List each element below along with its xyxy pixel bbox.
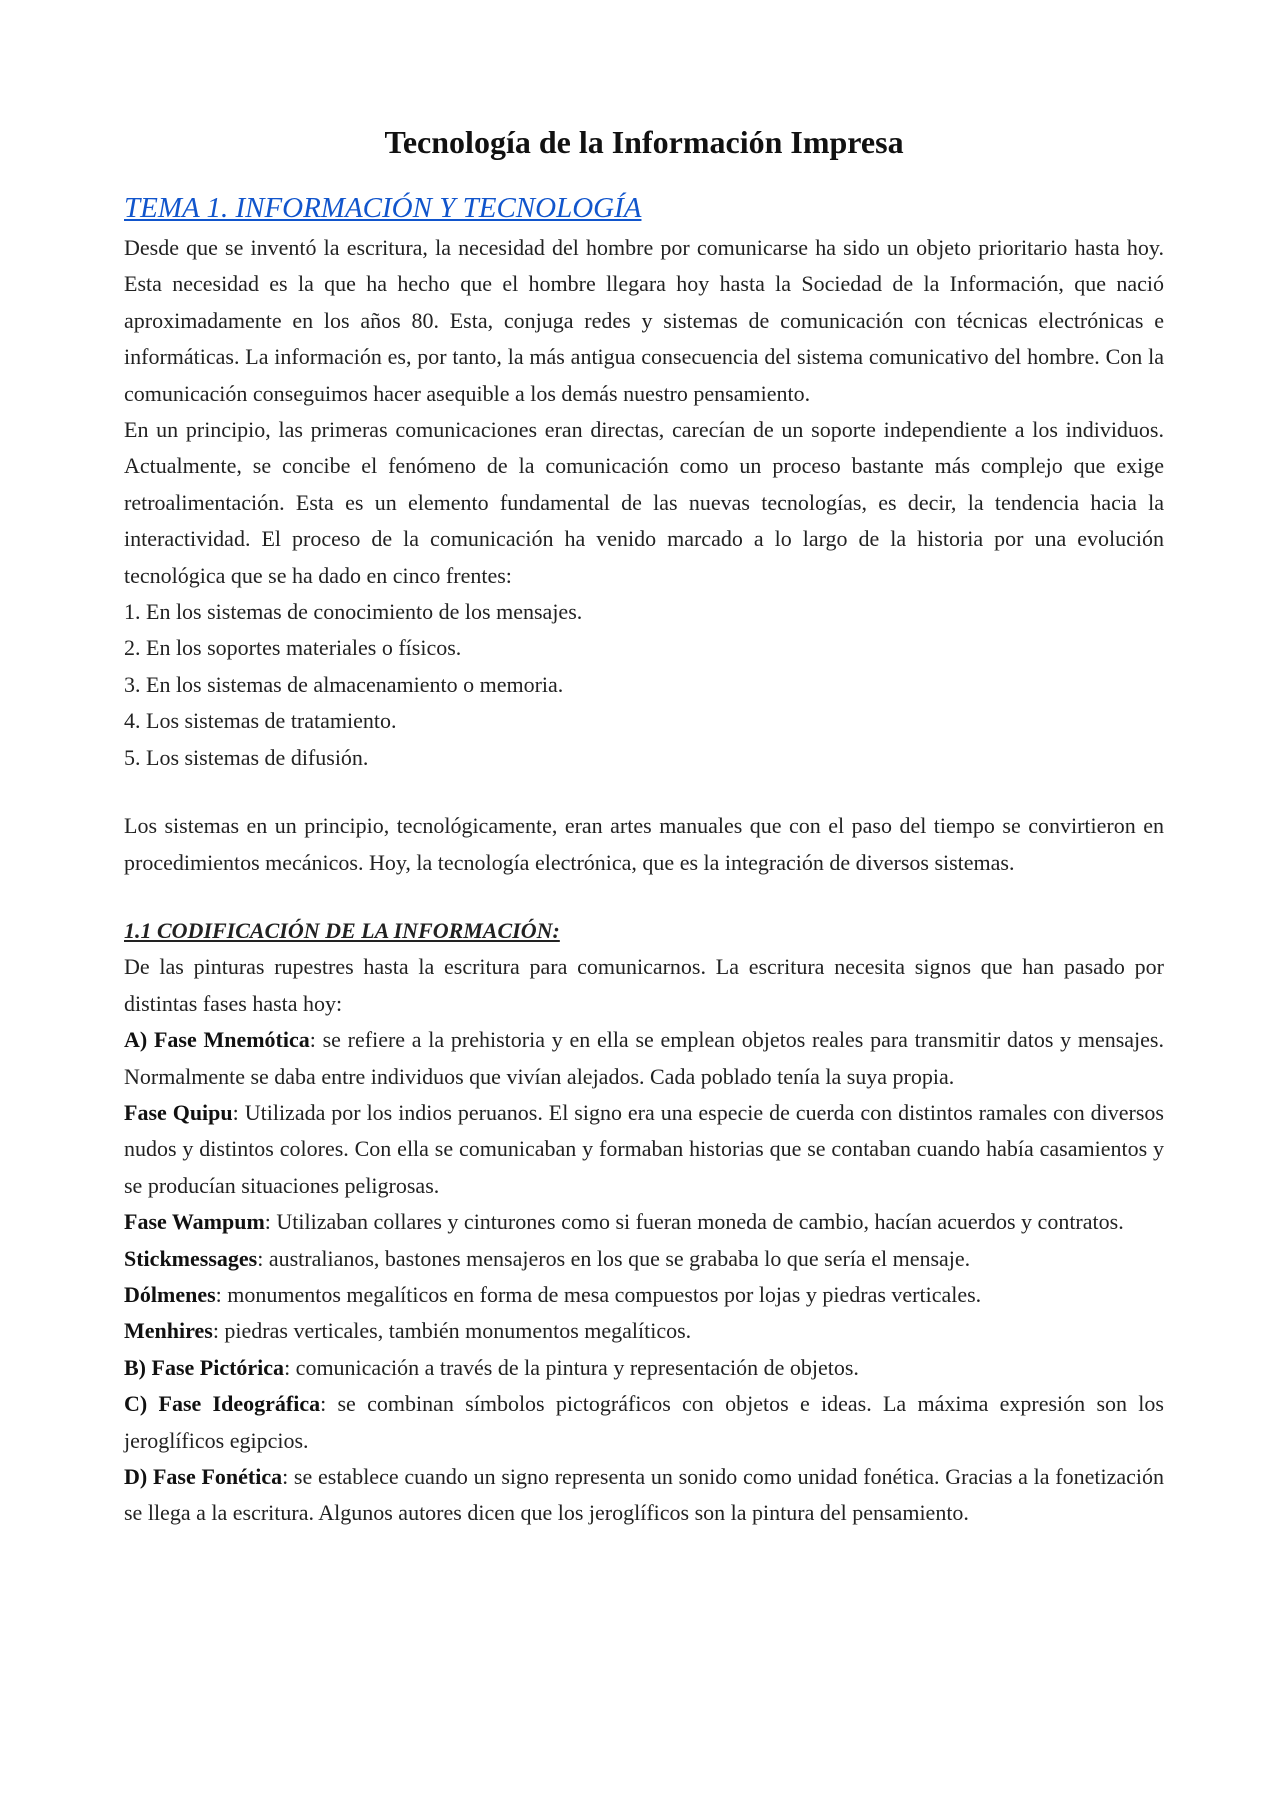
definition-text: : comunicación a través de la pintura y representación de objetos. [284,1354,859,1380]
definition-term: Menhires [124,1318,213,1344]
definition-item [124,1241,1164,1277]
blank-line [124,881,1164,913]
list-item: 3. En los sistemas de almacenamiento o memoria. [124,671,564,697]
definition-text: : se establece cuando un signo representa un sonido como unidad fonética. Gracias a la fonetización se llega a la escritura. Algunos autores dicen que los jeroglíficos son la pintura del pensamiento. [124,1464,1165,1526]
section-heading-link[interactable]: TEMA 1. INFORMACIÓN Y TECNOLOGÍA [124,192,642,224]
definition-item [124,1459,1164,1532]
definition-text: : se refiere a la prehistoria y en ella se emplean objetos reales para transmitir datos y mensajes. Normalmente se daba entre individuos que vivían alejados. Cada poblado tenía la suya propia. [124,1027,1164,1089]
definition-text: : monumentos megalíticos en forma de mesa compuestos por lojas y piedras verticales. [215,1281,982,1307]
definition-term: A) Fase Mnemótica [124,1027,310,1053]
document-title: Tecnología de la Información Impresa [384,124,904,160]
definition-item [124,1350,1164,1386]
list-item: 1. En los sistemas de conocimiento de los mensajes. [124,599,583,625]
document-page [124,118,1164,1532]
definition-item [124,1095,1164,1204]
paragraph: En un principio, las primeras comunicaciones eran directas, carecían de un soporte independiente a los individuos. Actualmente, se concibe el fenómeno de la comunicación como un proceso bastante más complejo que exige retroalimentación. Esta es un elemento fundamental de las nuevas tecnologías, es decir, la tendencia hacia la interactividad. El proceso de la comunicación ha venido marcado a lo largo de la historia por una evolución tecnológica que se ha dado en cinco frentes: [124,417,1164,588]
definition-text: : se combinan símbolos pictográficos con objetos e ideas. La máxima expresión son los jeroglíficos egipcios. [124,1391,1164,1453]
definition-item [124,1277,1164,1313]
paragraph: Los sistemas en un principio, tecnológicamente, eran artes manuales que con el paso del tiempo se convirtieron en procedimientos mecánicos. Hoy, la tecnología electrónica, que es la integración de diversos sistemas. [124,813,1164,875]
blank-line [124,776,1164,808]
list-item: 2. En los soportes materiales o físicos. [124,635,462,661]
definition-text: : piedras verticales, también monumentos megalíticos. [212,1318,692,1344]
definition-text: : Utilizaban collares y cinturones como si fueran moneda de cambio, hacían acuerdos y contratos. [264,1209,1124,1235]
paragraph: Desde que se inventó la escritura, la necesidad del hombre por comunicarse ha sido un objeto prioritario hasta hoy. Esta necesidad es la que ha hecho que el hombre llegara hoy hasta la Sociedad de la Información, que nació aproximadamente en los años 80. Esta, conjuga redes y sistemas de comunicación con técnicas electrónicas e informáticas. La información es, por tanto, la más antigua consecuencia del sistema comunicativo del hombre. Con la comunicación conseguimos hacer asequible a los demás nuestro pensamiento. [124,235,1164,406]
list-item: 5. Los sistemas de difusión. [124,744,369,770]
subsection-heading: 1.1 CODIFICACIÓN DE LA INFORMACIÓN: [124,917,560,943]
definition-term: B) Fase Pictórica [124,1354,285,1380]
paragraph: De las pinturas rupestres hasta la escritura para comunicarnos. La escritura necesita signos que han pasado por distintas fases hasta hoy: [124,954,1164,1016]
definition-term: Stickmessages [124,1245,258,1271]
definition-term: D) Fase Fonética [124,1464,283,1489]
definition-term: Fase Quipu [124,1099,233,1125]
definition-term: C) Fase Ideográfica [124,1391,321,1417]
definition-item [124,1204,1164,1240]
definition-text: : australianos, bastones mensajeros en los que se grababa lo que sería el mensaje. [257,1245,971,1271]
definition-term: Dólmenes [124,1281,216,1307]
definition-item [124,1022,1164,1095]
definition-text: : Utilizada por los indios peruanos. El signo era una especie de cuerda con distintos ramales con diversos nudos y distintos colores. Con ella se comunicaban y formaban historias que se contaban cuando había casamientos y se producían situaciones peligrosas. [124,1099,1164,1198]
definition-item [124,1313,1164,1349]
list-item: 4. Los sistemas de tratamiento. [124,708,397,734]
definition-term: Fase Wampum [124,1209,265,1235]
definition-item [124,1386,1164,1459]
